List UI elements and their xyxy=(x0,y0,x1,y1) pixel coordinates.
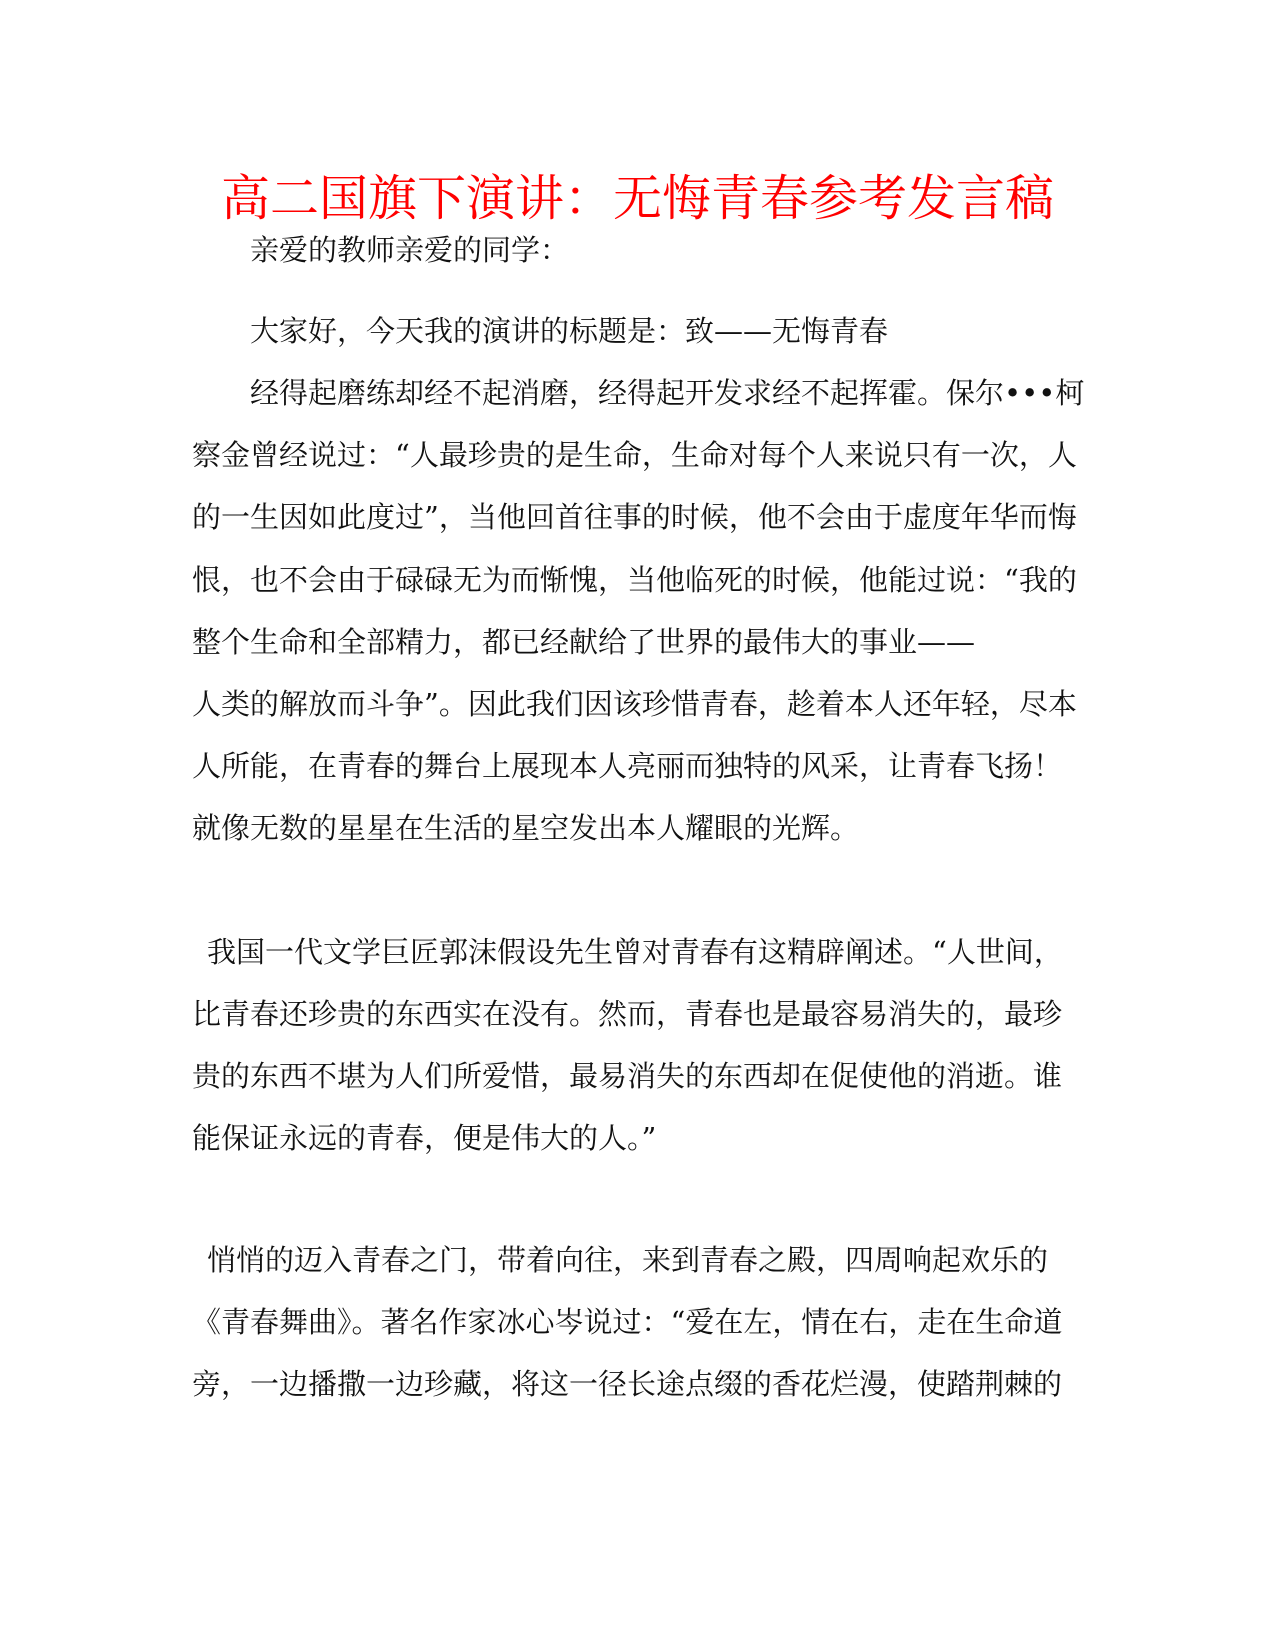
paragraph-line: 察金曾经说过：“人最珍贵的是生命，生命对每个人来说只有一次，人 xyxy=(192,438,1077,472)
paragraph-line: 的一生因如此度过”，当他回首往事的时候，他不会由于虚度年华而悔 xyxy=(192,500,1077,534)
paragraph-line: 《青春舞曲》。著名作家冰心岑说过：“爱在左，情在右，走在生命道 xyxy=(192,1305,1063,1339)
paragraph-line: 恨，也不会由于碌碌无为而惭愧，当他临死的时候，他能过说：“我的 xyxy=(192,563,1077,597)
paragraph-line: 能保证永远的青春，便是伟大的人。” xyxy=(192,1121,657,1155)
paragraph-line: 旁，一边播撒一边珍藏，将这一径长途点缀的香花烂漫，使踏荆棘的 xyxy=(192,1367,1063,1401)
paragraph-line: 就像无数的星星在生活的星空发出本人耀眼的光辉。 xyxy=(192,811,860,845)
salutation-line: 亲爱的教师亲爱的同学： xyxy=(250,233,570,267)
paragraph-line: 悄悄的迈入青春之门，带着向往，来到青春之殿，四周响起欢乐的 xyxy=(207,1243,1049,1277)
paragraph-line: 人所能，在青春的舞台上展现本人亮丽而独特的风采，让青春飞扬！ xyxy=(192,749,1063,783)
paragraph-line: 整个生命和全部精力，都已经献给了世界的最伟大的事业—— xyxy=(192,625,976,659)
paragraph-line: 比青春还珍贵的东西实在没有。然而，青春也是最容易消失的，最珍 xyxy=(192,997,1063,1031)
document-title: 高二国旗下演讲：无悔青春参考发言稿 xyxy=(220,170,1054,227)
paragraph-line: 贵的东西不堪为人们所爱惜，最易消失的东西却在促使他的消逝。谁 xyxy=(192,1059,1063,1093)
paragraph-line: 经得起磨练却经不起消磨，经得起开发求经不起挥霍。保尔•••柯 xyxy=(250,376,1085,410)
paragraph-line: 人类的解放而斗争”。因此我们因该珍惜青春，趁着本人还年轻，尽本 xyxy=(192,687,1077,721)
paragraph-line: 我国一代文学巨匠郭沫假设先生曾对青春有这精辟阐述。“人世间， xyxy=(207,935,1063,969)
greeting-line: 大家好，今天我的演讲的标题是：致——无悔青春 xyxy=(250,314,889,348)
